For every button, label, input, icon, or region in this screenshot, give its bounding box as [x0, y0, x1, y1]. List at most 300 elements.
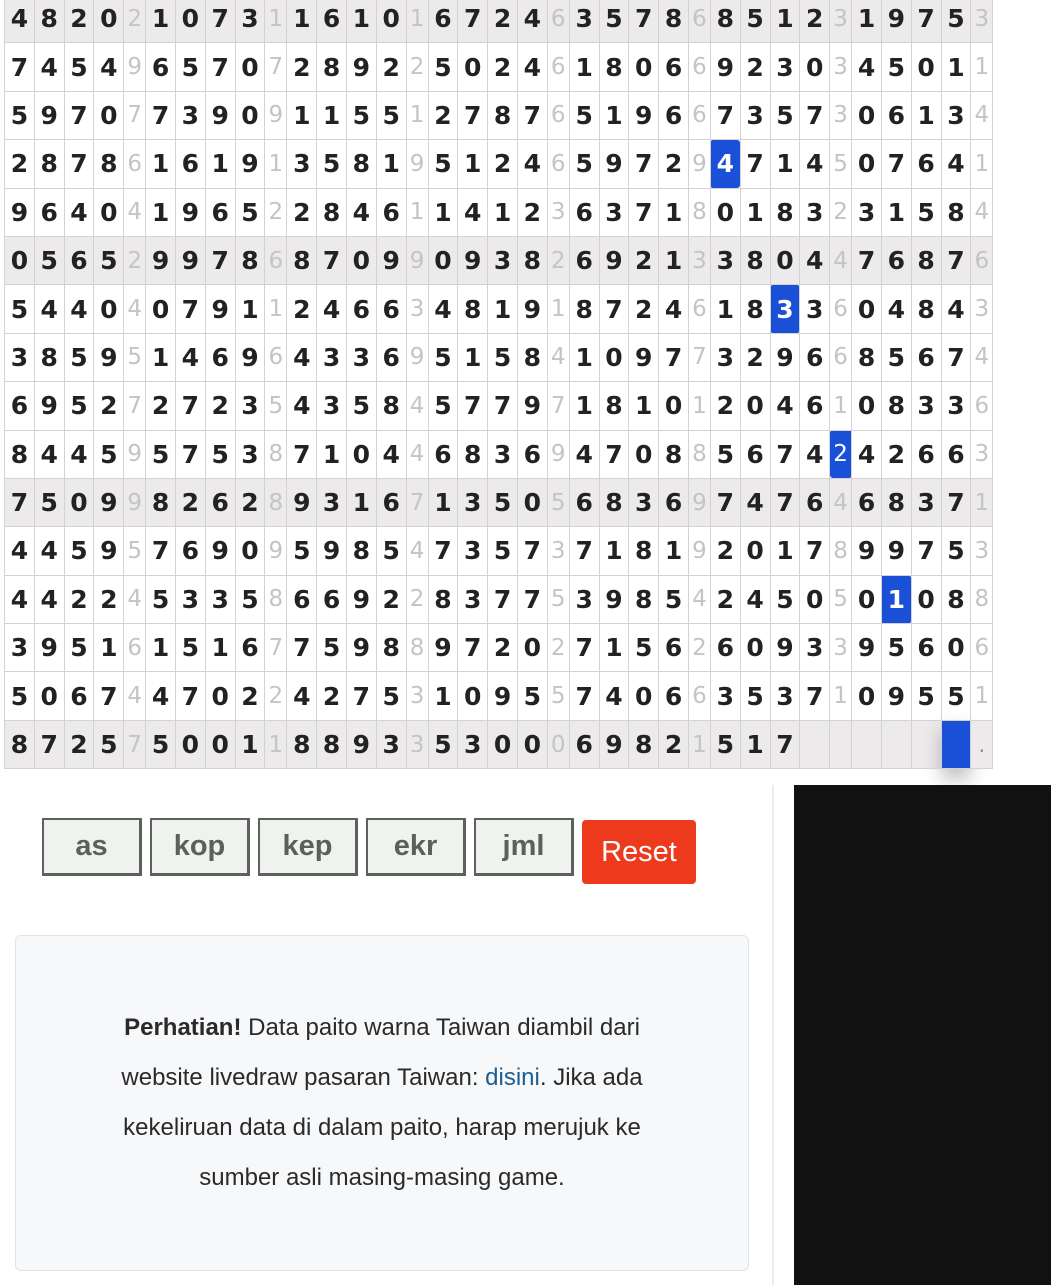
- digit-cell[interactable]: 8: [599, 382, 629, 430]
- digit-cell[interactable]: 1: [346, 0, 376, 43]
- digit-cell[interactable]: 4: [317, 285, 347, 333]
- digit-cell[interactable]: 5: [629, 624, 659, 672]
- digit-cell[interactable]: 6: [5, 382, 35, 430]
- digit-cell[interactable]: 4: [34, 285, 64, 333]
- digit-cell[interactable]: 0: [629, 430, 659, 478]
- digit-cell[interactable]: 7: [770, 720, 800, 768]
- jml-input[interactable]: [474, 818, 574, 876]
- digit-cell[interactable]: 5: [346, 91, 376, 139]
- digit-cell[interactable]: 8: [710, 0, 740, 43]
- digit-cell[interactable]: 4: [34, 575, 64, 623]
- digit-cell[interactable]: 1: [488, 285, 518, 333]
- digit-cell[interactable]: 5: [659, 575, 689, 623]
- digit-cell[interactable]: 5: [517, 672, 547, 720]
- digit-cell[interactable]: 4: [64, 430, 94, 478]
- digit-cell[interactable]: 4: [5, 575, 35, 623]
- digit-cell[interactable]: 5: [235, 188, 265, 236]
- digit-cell[interactable]: 6: [64, 236, 94, 284]
- digit-cell[interactable]: 6: [852, 478, 882, 526]
- digit-cell[interactable]: 7: [800, 527, 830, 575]
- digit-cell[interactable]: 0: [205, 672, 235, 720]
- digit-cell[interactable]: 1: [659, 188, 689, 236]
- digit-cell[interactable]: 8: [346, 140, 376, 188]
- digit-cell[interactable]: 1: [287, 91, 317, 139]
- digit-cell[interactable]: 9: [488, 672, 518, 720]
- digit-cell[interactable]: 7: [881, 140, 911, 188]
- digit-cell[interactable]: 6: [175, 527, 205, 575]
- digit-cell[interactable]: 6: [376, 478, 406, 526]
- digit-cell[interactable]: 4: [146, 672, 176, 720]
- digit-cell[interactable]: 8: [34, 140, 64, 188]
- digit-cell[interactable]: 8: [659, 0, 689, 43]
- digit-cell[interactable]: 2: [629, 236, 659, 284]
- digit-cell[interactable]: 2: [710, 527, 740, 575]
- digit-cell[interactable]: 5: [941, 0, 971, 43]
- digit-cell[interactable]: 4: [941, 285, 971, 333]
- digit-cell[interactable]: 0: [428, 236, 458, 284]
- digit-cell[interactable]: 5: [941, 527, 971, 575]
- digit-cell[interactable]: 3: [569, 575, 599, 623]
- digit-cell[interactable]: 0: [94, 91, 124, 139]
- digit-cell[interactable]: 5: [64, 382, 94, 430]
- digit-cell[interactable]: 9: [175, 236, 205, 284]
- digit-cell[interactable]: 4: [175, 333, 205, 381]
- digit-cell[interactable]: 4: [800, 140, 830, 188]
- digit-cell[interactable]: 4: [5, 0, 35, 43]
- digit-cell[interactable]: 1: [710, 285, 740, 333]
- digit-cell[interactable]: 5: [569, 91, 599, 139]
- digit-cell[interactable]: 5: [146, 720, 176, 768]
- digit-cell[interactable]: 0: [852, 140, 882, 188]
- digit-cell[interactable]: 2: [287, 285, 317, 333]
- digit-cell[interactable]: 3: [800, 188, 830, 236]
- digit-cell[interactable]: 6: [911, 333, 941, 381]
- digit-cell[interactable]: 8: [629, 720, 659, 768]
- digit-cell[interactable]: 4: [800, 430, 830, 478]
- digit-cell[interactable]: 2: [488, 0, 518, 43]
- digit-cell[interactable]: 0: [517, 624, 547, 672]
- digit-cell[interactable]: 5: [941, 672, 971, 720]
- digit-cell[interactable]: 8: [146, 478, 176, 526]
- digit-cell[interactable]: 9: [205, 285, 235, 333]
- digit-cell[interactable]: 3: [458, 527, 488, 575]
- digit-cell[interactable]: 7: [287, 624, 317, 672]
- digit-cell[interactable]: 5: [599, 0, 629, 43]
- digit-cell[interactable]: 0: [346, 430, 376, 478]
- digit-cell[interactable]: [881, 720, 911, 768]
- digit-cell[interactable]: 3: [235, 0, 265, 43]
- digit-cell[interactable]: 1: [770, 140, 800, 188]
- digit-cell[interactable]: 4: [64, 285, 94, 333]
- digit-cell[interactable]: 7: [488, 382, 518, 430]
- digit-cell[interactable]: 8: [740, 285, 770, 333]
- digit-cell[interactable]: 8: [317, 720, 347, 768]
- digit-cell[interactable]: 5: [881, 624, 911, 672]
- digit-cell[interactable]: 4: [5, 527, 35, 575]
- digit-cell[interactable]: 2: [64, 0, 94, 43]
- digit-cell[interactable]: 6: [175, 140, 205, 188]
- digit-cell[interactable]: 0: [235, 91, 265, 139]
- digit-cell[interactable]: 1: [146, 0, 176, 43]
- digit-cell[interactable]: 5: [428, 333, 458, 381]
- digit-cell[interactable]: 6: [659, 91, 689, 139]
- digit-cell[interactable]: 7: [317, 236, 347, 284]
- digit-cell[interactable]: 2: [881, 430, 911, 478]
- digit-cell[interactable]: 1: [146, 624, 176, 672]
- digit-cell[interactable]: 5: [710, 720, 740, 768]
- digit-cell[interactable]: 5: [5, 91, 35, 139]
- digit-cell[interactable]: 3: [5, 333, 35, 381]
- digit-cell[interactable]: 1: [94, 624, 124, 672]
- digit-cell[interactable]: 0: [852, 91, 882, 139]
- digit-cell[interactable]: 1: [205, 140, 235, 188]
- digit-cell[interactable]: 3: [458, 478, 488, 526]
- digit-cell[interactable]: 9: [881, 672, 911, 720]
- digit-cell[interactable]: 7: [517, 575, 547, 623]
- digit-cell[interactable]: 8: [34, 333, 64, 381]
- digit-cell[interactable]: 9: [205, 91, 235, 139]
- digit-cell[interactable]: 7: [346, 672, 376, 720]
- digit-cell[interactable]: 3: [458, 575, 488, 623]
- digit-cell[interactable]: 7: [205, 43, 235, 91]
- digit-cell[interactable]: 5: [64, 527, 94, 575]
- digit-cell[interactable]: 1: [599, 624, 629, 672]
- digit-cell[interactable]: 6: [205, 333, 235, 381]
- digit-cell[interactable]: 4: [34, 430, 64, 478]
- digit-cell[interactable]: 2: [710, 575, 740, 623]
- digit-cell[interactable]: 9: [287, 478, 317, 526]
- digit-cell[interactable]: 1: [911, 91, 941, 139]
- digit-cell[interactable]: 5: [205, 430, 235, 478]
- digit-cell[interactable]: 9: [599, 140, 629, 188]
- digit-cell[interactable]: 1: [458, 140, 488, 188]
- digit-cell[interactable]: 5: [770, 91, 800, 139]
- digit-cell[interactable]: 9: [881, 527, 911, 575]
- digit-cell[interactable]: 1: [488, 188, 518, 236]
- digit-cell[interactable]: 5: [376, 672, 406, 720]
- digit-cell[interactable]: 6: [376, 285, 406, 333]
- digit-cell[interactable]: 7: [146, 91, 176, 139]
- digit-cell[interactable]: 5: [428, 140, 458, 188]
- digit-cell[interactable]: 1: [205, 624, 235, 672]
- digit-cell[interactable]: 7: [852, 236, 882, 284]
- digit-cell[interactable]: 1: [659, 236, 689, 284]
- digit-cell[interactable]: 9: [346, 720, 376, 768]
- digit-cell[interactable]: 7: [599, 430, 629, 478]
- kep-input[interactable]: [258, 818, 358, 876]
- digit-cell[interactable]: 7: [941, 478, 971, 526]
- digit-cell[interactable]: 6: [659, 672, 689, 720]
- digit-cell[interactable]: 4: [287, 333, 317, 381]
- digit-cell[interactable]: 9: [94, 527, 124, 575]
- digit-cell[interactable]: 0: [800, 575, 830, 623]
- digit-cell[interactable]: 3: [740, 91, 770, 139]
- digit-cell[interactable]: 1: [146, 188, 176, 236]
- digit-cell[interactable]: 9: [346, 575, 376, 623]
- digit-cell[interactable]: 8: [941, 188, 971, 236]
- digit-cell[interactable]: 1: [458, 333, 488, 381]
- digit-cell[interactable]: 2: [317, 672, 347, 720]
- digit-cell[interactable]: 4: [599, 672, 629, 720]
- digit-cell[interactable]: 9: [852, 527, 882, 575]
- digit-cell[interactable]: 7: [175, 382, 205, 430]
- digit-cell[interactable]: 7: [629, 188, 659, 236]
- digit-cell[interactable]: 7: [94, 672, 124, 720]
- digit-cell[interactable]: 9: [34, 382, 64, 430]
- digit-cell[interactable]: 7: [629, 140, 659, 188]
- digit-cell[interactable]: 5: [64, 624, 94, 672]
- source-link[interactable]: disini: [485, 1064, 540, 1091]
- digit-cell[interactable]: 8: [287, 720, 317, 768]
- digit-cell[interactable]: 2: [740, 333, 770, 381]
- digit-cell[interactable]: 8: [428, 575, 458, 623]
- digit-cell[interactable]: 9: [517, 382, 547, 430]
- digit-cell[interactable]: 8: [517, 236, 547, 284]
- digit-cell[interactable]: 4: [287, 382, 317, 430]
- digit-cell[interactable]: 3: [376, 720, 406, 768]
- digit-cell[interactable]: 0: [175, 0, 205, 43]
- digit-cell[interactable]: 0: [740, 382, 770, 430]
- digit-cell[interactable]: 9: [346, 624, 376, 672]
- digit-cell[interactable]: 0: [710, 188, 740, 236]
- digit-cell[interactable]: 3: [800, 624, 830, 672]
- digit-cell[interactable]: 8: [852, 333, 882, 381]
- digit-cell[interactable]: 5: [287, 527, 317, 575]
- digit-cell[interactable]: 9: [146, 236, 176, 284]
- digit-cell[interactable]: 8: [599, 43, 629, 91]
- digit-cell[interactable]: 0: [235, 43, 265, 91]
- digit-cell[interactable]: 4: [34, 43, 64, 91]
- digit-cell[interactable]: 0: [517, 720, 547, 768]
- digit-cell[interactable]: 6: [569, 188, 599, 236]
- digit-cell[interactable]: 0: [740, 624, 770, 672]
- digit-cell[interactable]: 2: [428, 91, 458, 139]
- as-input[interactable]: [42, 818, 142, 876]
- digit-cell[interactable]: 5: [710, 430, 740, 478]
- digit-cell[interactable]: 6: [569, 236, 599, 284]
- digit-cell[interactable]: 8: [599, 478, 629, 526]
- digit-cell[interactable]: 8: [911, 236, 941, 284]
- digit-cell[interactable]: 9: [770, 624, 800, 672]
- digit-cell[interactable]: 0: [911, 43, 941, 91]
- digit-cell[interactable]: 2: [488, 140, 518, 188]
- digit-cell[interactable]: 9: [629, 91, 659, 139]
- digit-cell[interactable]: 3: [235, 382, 265, 430]
- digit-cell[interactable]: 3: [317, 382, 347, 430]
- digit-cell[interactable]: 7: [287, 430, 317, 478]
- digit-cell[interactable]: 7: [5, 478, 35, 526]
- digit-cell[interactable]: 8: [317, 43, 347, 91]
- digit-cell[interactable]: 6: [881, 236, 911, 284]
- digit-cell[interactable]: 6: [881, 91, 911, 139]
- digit-cell[interactable]: 5: [911, 188, 941, 236]
- digit-cell[interactable]: 1: [317, 430, 347, 478]
- digit-cell[interactable]: 7: [659, 333, 689, 381]
- digit-cell[interactable]: 5: [881, 333, 911, 381]
- digit-cell[interactable]: 5: [94, 720, 124, 768]
- digit-cell[interactable]: 5: [376, 91, 406, 139]
- digit-cell[interactable]: 6: [911, 430, 941, 478]
- digit-cell[interactable]: 2: [64, 720, 94, 768]
- digit-cell[interactable]: 9: [94, 478, 124, 526]
- digit-cell[interactable]: 7: [488, 575, 518, 623]
- digit-cell[interactable]: 9: [458, 236, 488, 284]
- digit-cell[interactable]: 5: [428, 382, 458, 430]
- ekr-input[interactable]: [366, 818, 466, 876]
- digit-cell[interactable]: 2: [5, 140, 35, 188]
- digit-cell[interactable]: 5: [94, 430, 124, 478]
- digit-cell[interactable]: 6: [659, 624, 689, 672]
- digit-cell[interactable]: 3: [458, 720, 488, 768]
- digit-cell[interactable]: 8: [34, 0, 64, 43]
- digit-cell[interactable]: 4: [517, 0, 547, 43]
- digit-cell[interactable]: 7: [205, 236, 235, 284]
- digit-cell[interactable]: 5: [175, 43, 205, 91]
- digit-cell[interactable]: 1: [235, 720, 265, 768]
- digit-cell[interactable]: 8: [740, 236, 770, 284]
- digit-cell[interactable]: 0: [94, 285, 124, 333]
- digit-cell[interactable]: [941, 720, 971, 768]
- digit-cell[interactable]: 3: [488, 236, 518, 284]
- digit-cell[interactable]: 6: [800, 382, 830, 430]
- digit-cell[interactable]: 9: [629, 333, 659, 381]
- digit-cell[interactable]: 0: [346, 236, 376, 284]
- digit-cell[interactable]: 2: [800, 0, 830, 43]
- digit-cell[interactable]: 5: [5, 672, 35, 720]
- digit-cell[interactable]: 3: [346, 333, 376, 381]
- digit-cell[interactable]: 4: [852, 43, 882, 91]
- digit-cell[interactable]: 1: [569, 43, 599, 91]
- digit-cell[interactable]: 2: [205, 382, 235, 430]
- digit-cell[interactable]: 8: [770, 188, 800, 236]
- digit-cell[interactable]: 3: [205, 575, 235, 623]
- digit-cell[interactable]: 9: [852, 624, 882, 672]
- digit-cell[interactable]: 0: [94, 188, 124, 236]
- digit-cell[interactable]: 5: [317, 624, 347, 672]
- digit-cell[interactable]: 3: [941, 382, 971, 430]
- digit-cell[interactable]: 4: [458, 188, 488, 236]
- digit-cell[interactable]: 7: [941, 236, 971, 284]
- digit-cell[interactable]: 2: [659, 720, 689, 768]
- digit-cell[interactable]: 5: [346, 382, 376, 430]
- digit-cell[interactable]: 4: [710, 140, 740, 188]
- digit-cell[interactable]: 9: [599, 236, 629, 284]
- digit-cell[interactable]: 1: [881, 575, 911, 623]
- digit-cell[interactable]: 2: [376, 43, 406, 91]
- digit-cell[interactable]: 6: [428, 430, 458, 478]
- digit-cell[interactable]: 6: [800, 478, 830, 526]
- digit-cell[interactable]: 3: [770, 43, 800, 91]
- digit-cell[interactable]: 0: [659, 382, 689, 430]
- digit-cell[interactable]: 0: [770, 236, 800, 284]
- digit-cell[interactable]: 7: [569, 527, 599, 575]
- digit-cell[interactable]: 0: [175, 720, 205, 768]
- digit-cell[interactable]: 5: [146, 575, 176, 623]
- digit-cell[interactable]: 5: [428, 43, 458, 91]
- digit-cell[interactable]: 2: [488, 43, 518, 91]
- digit-cell[interactable]: 0: [740, 527, 770, 575]
- digit-cell[interactable]: 9: [346, 43, 376, 91]
- digit-cell[interactable]: 1: [287, 0, 317, 43]
- digit-cell[interactable]: 0: [599, 333, 629, 381]
- digit-cell[interactable]: 0: [146, 285, 176, 333]
- digit-cell[interactable]: 3: [175, 91, 205, 139]
- digit-cell[interactable]: 2: [287, 188, 317, 236]
- digit-cell[interactable]: 4: [941, 140, 971, 188]
- digit-cell[interactable]: 8: [5, 720, 35, 768]
- digit-cell[interactable]: 7: [458, 91, 488, 139]
- digit-cell[interactable]: 3: [911, 478, 941, 526]
- digit-cell[interactable]: 1: [428, 672, 458, 720]
- digit-cell[interactable]: 3: [800, 285, 830, 333]
- digit-cell[interactable]: 5: [34, 478, 64, 526]
- digit-cell[interactable]: 4: [517, 140, 547, 188]
- digit-cell[interactable]: 0: [376, 0, 406, 43]
- digit-cell[interactable]: 7: [64, 140, 94, 188]
- digit-cell[interactable]: 6: [569, 478, 599, 526]
- digit-cell[interactable]: 5: [428, 720, 458, 768]
- digit-cell[interactable]: 5: [34, 236, 64, 284]
- digit-cell[interactable]: 5: [740, 0, 770, 43]
- digit-cell[interactable]: 6: [287, 575, 317, 623]
- digit-cell[interactable]: 5: [911, 672, 941, 720]
- digit-cell[interactable]: 1: [235, 285, 265, 333]
- digit-cell[interactable]: 9: [317, 527, 347, 575]
- digit-cell[interactable]: 1: [770, 527, 800, 575]
- digit-cell[interactable]: 5: [175, 624, 205, 672]
- digit-cell[interactable]: 6: [740, 430, 770, 478]
- digit-cell[interactable]: 7: [458, 624, 488, 672]
- digit-cell[interactable]: 3: [710, 236, 740, 284]
- digit-cell[interactable]: 0: [517, 478, 547, 526]
- digit-cell[interactable]: 6: [346, 285, 376, 333]
- digit-cell[interactable]: 1: [317, 91, 347, 139]
- digit-cell[interactable]: 7: [569, 672, 599, 720]
- reset-button[interactable]: Reset: [582, 820, 696, 884]
- digit-cell[interactable]: 7: [34, 720, 64, 768]
- digit-cell[interactable]: 0: [5, 236, 35, 284]
- digit-cell[interactable]: 8: [235, 236, 265, 284]
- digit-cell[interactable]: 2: [517, 188, 547, 236]
- digit-cell[interactable]: 4: [800, 236, 830, 284]
- digit-cell[interactable]: 1: [569, 382, 599, 430]
- digit-cell[interactable]: 6: [428, 0, 458, 43]
- digit-cell[interactable]: 4: [94, 43, 124, 91]
- digit-cell[interactable]: 0: [911, 575, 941, 623]
- digit-cell[interactable]: 7: [629, 0, 659, 43]
- digit-cell[interactable]: 8: [376, 382, 406, 430]
- digit-cell[interactable]: 7: [770, 430, 800, 478]
- digit-cell[interactable]: 8: [5, 430, 35, 478]
- digit-cell[interactable]: 9: [428, 624, 458, 672]
- digit-cell[interactable]: 1: [376, 140, 406, 188]
- digit-cell[interactable]: 3: [911, 382, 941, 430]
- digit-cell[interactable]: 7: [800, 91, 830, 139]
- digit-cell[interactable]: 4: [34, 527, 64, 575]
- digit-cell[interactable]: 2: [659, 140, 689, 188]
- digit-cell[interactable]: 4: [740, 478, 770, 526]
- digit-cell[interactable]: 2: [740, 43, 770, 91]
- digit-cell[interactable]: 1: [599, 527, 629, 575]
- digit-cell[interactable]: 8: [458, 285, 488, 333]
- digit-cell[interactable]: 7: [911, 527, 941, 575]
- digit-cell[interactable]: 6: [64, 672, 94, 720]
- digit-cell[interactable]: 3: [235, 430, 265, 478]
- digit-cell[interactable]: 7: [941, 333, 971, 381]
- digit-cell[interactable]: 5: [146, 430, 176, 478]
- digit-cell[interactable]: [852, 720, 882, 768]
- digit-cell[interactable]: 2: [94, 575, 124, 623]
